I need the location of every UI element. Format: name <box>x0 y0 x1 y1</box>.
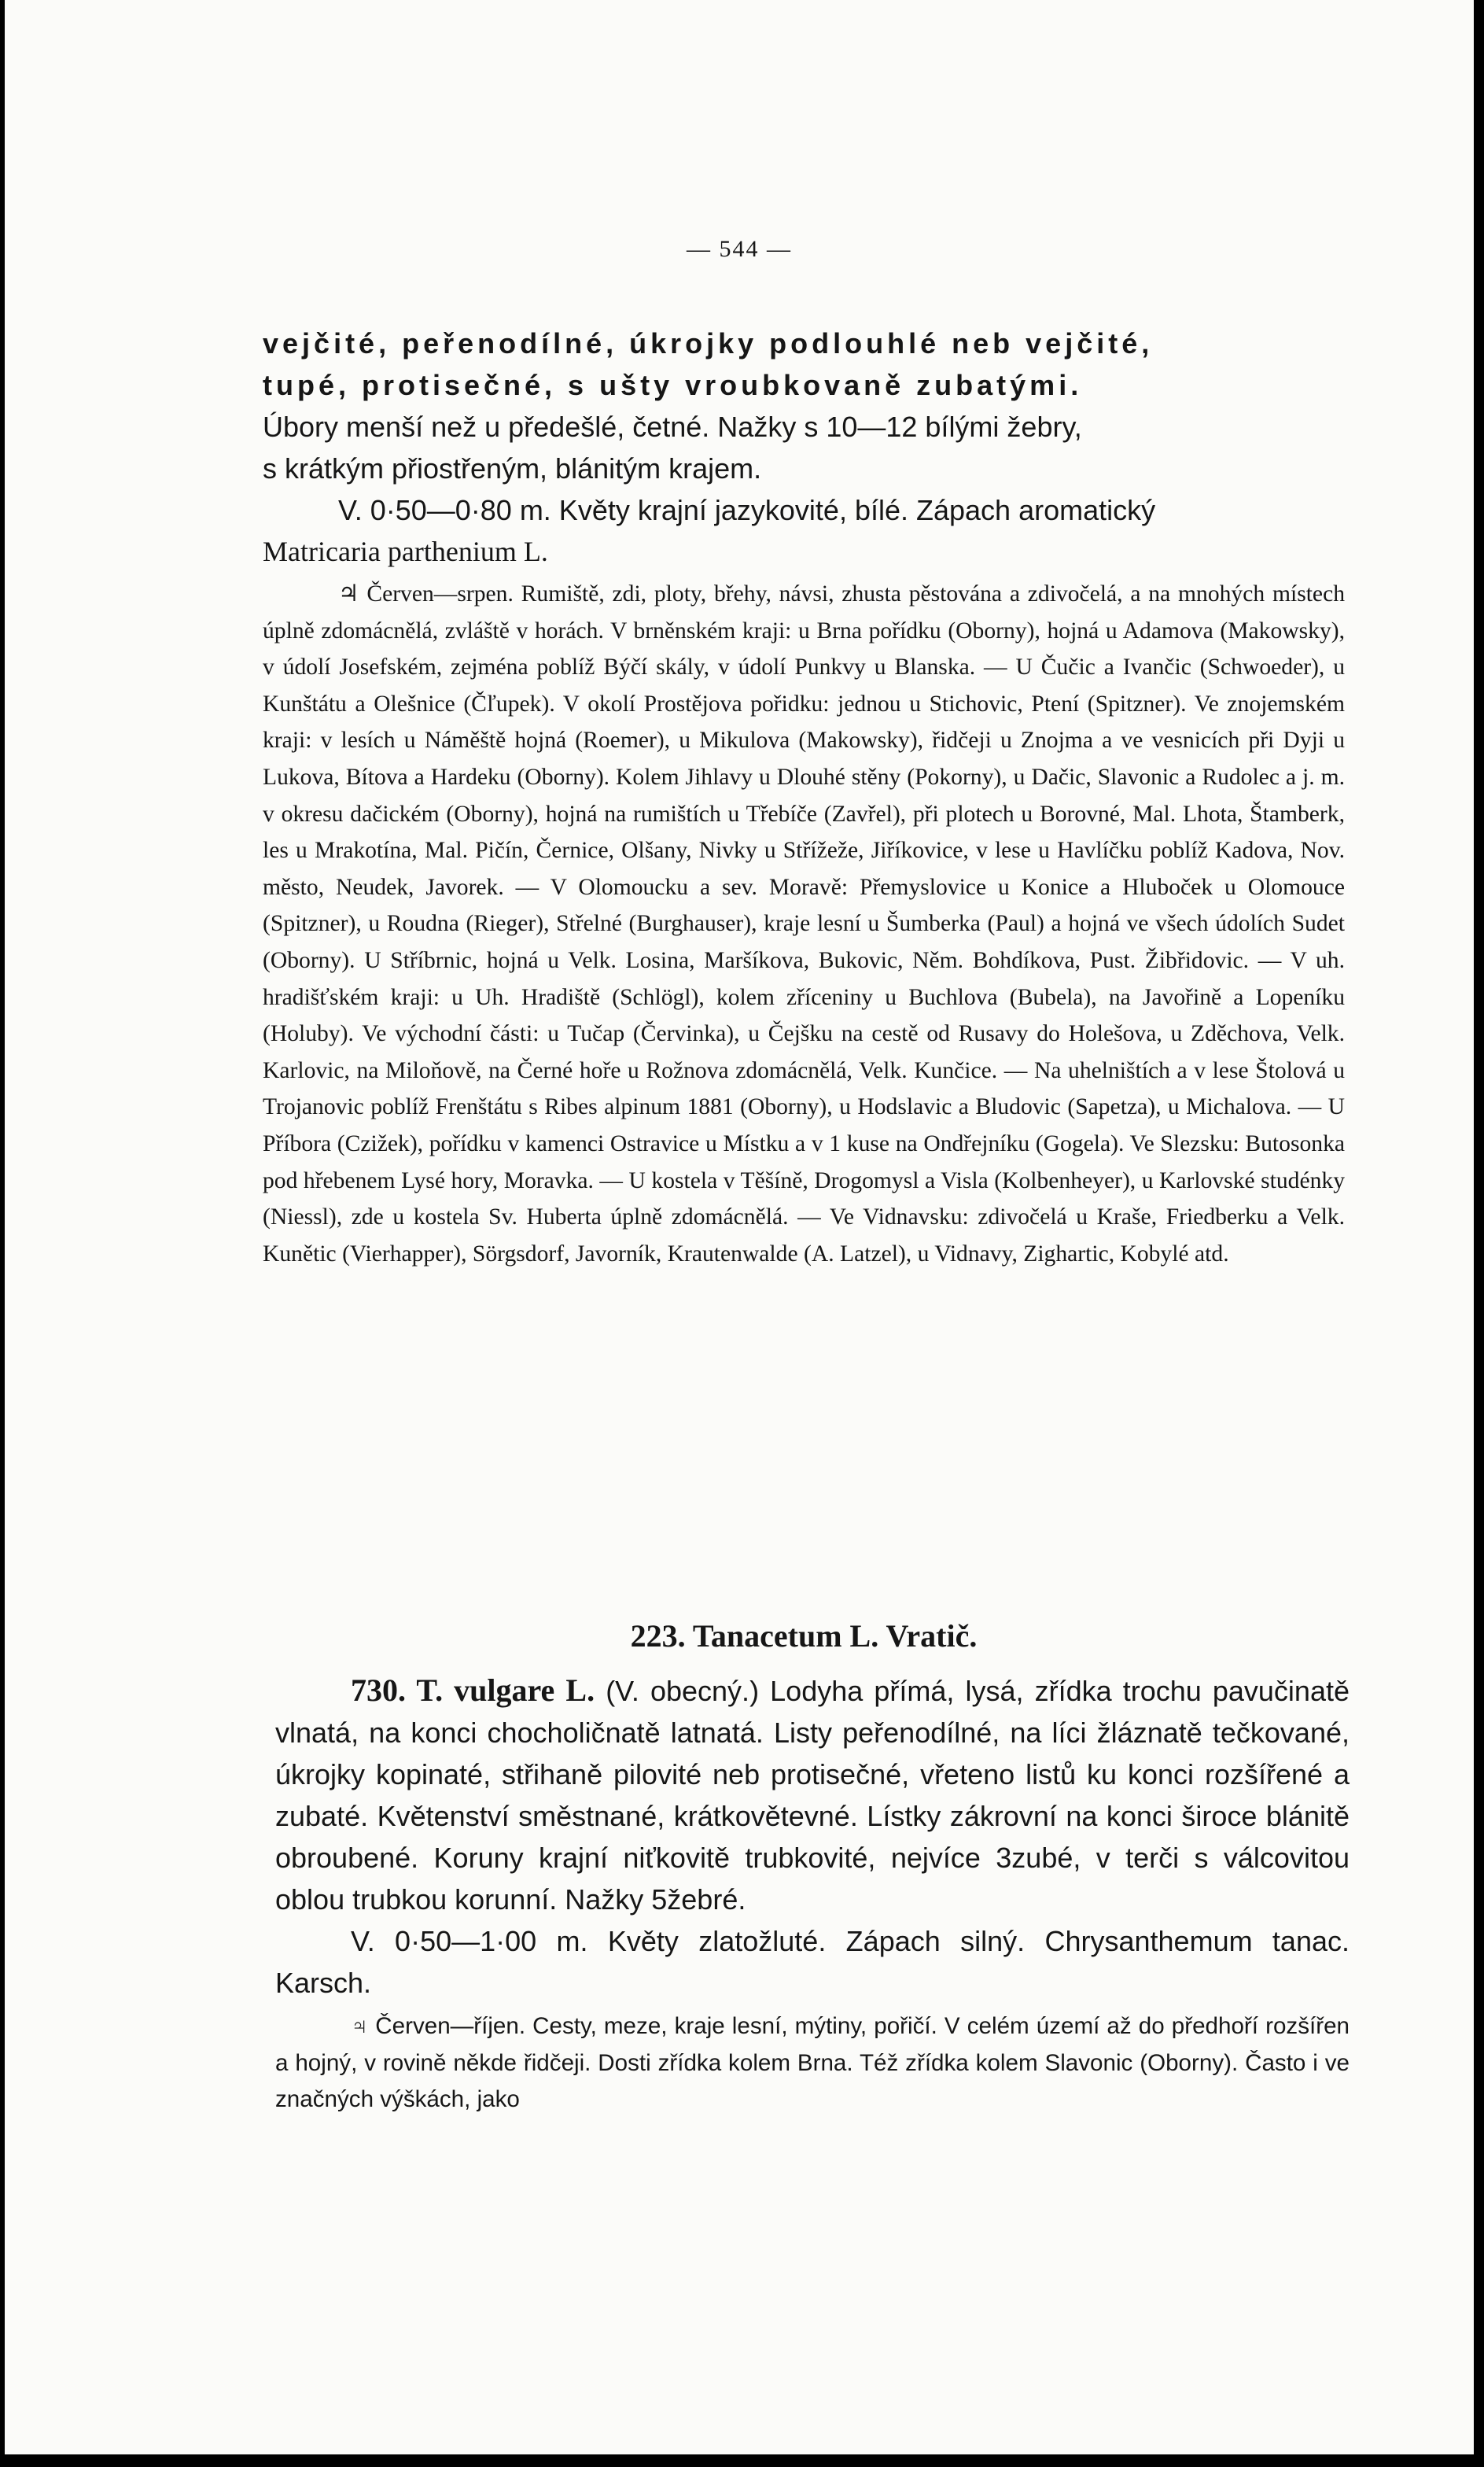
species-description <box>275 1669 1350 1920</box>
description-line-1: vejčité, peřenodílné, úkrojky podlouhlé neb vejčité, <box>263 327 1154 360</box>
species-common-name: (V. obecný.) <box>606 1675 760 1707</box>
distribution-paragraph: ♃ Červen—srpen. Rumiště, zdi, ploty, břehy, návsi, zhusta pěstována a zdivočelá, a na mnohých místech úplně zdomácnělá, zvláště v horách. V brněnském kraji: u Brna pořídku (Oborny), hojná u Adamova (Makowsky), v údolí Josefském, zejména poblíž Býčí skály, v údolí Punkvy u Blanska. — U Čučic a Ivančic (Schwoeder), u Kunštátu a Olešnice (Čľupek). V okolí Prostějova pořidku: jednou u Stichovic, Ptení (Spitzner). Ve znojemském kraji: v lesích u Náměště hojná (Roemer), u Mikulova (Makowsky), řidčeji u Znojma a ve vesnicích při Dyji u Lukova, Bítova a Hardeku (Oborny). Kolem Jihlavy u Dlouhé stěny (Pokorny), u Dačic, Slavonic a Rudolec a j. m. v okresu dačickém (Oborny), hojná na rumištích u Třebíče (Zavřel), při plotech u Borovné, Mal. Lhota, Štamberk, les u Mrakotína, Mal. Pičín, Černice, Olšany, Nivky u Střížeže, Jiříkovice, v lese u Havlíčku poblíž Kadova, Nov. město, Neudek, Javorek. — V Olomoucku a sev. Moravě: Přemyslovice u Konice a Hluboček u Olomouce (Spitzner), u Roudna (Rieger), Střelné (Burghauser), kraje lesní u Šumberka (Paul) a hojná ve všech údolích Sudet (Oborny). U Stříbrnic, hojná u Velk. Losina, Maršíkova, Bukovic, Něm. Bohdíkova, Pust. Žibřidovic. — V uh. hradišťském kraji: u Uh. Hradiště (Schlögl), kolem zříceniny u Buchlova (Bubela), na Javořině a Lopeníku (Holuby). Ve východní části: u Tučap (Červinka), u Čejšku na cestě od Rusavy do Holešova, u Zděchova, Velk. Karlovic, na Miloňově, na Černé hoře u Rožnova zdomácnělá, Velk. Kunčice. — Na uhelništích a v lese Štolová u Trojanovic poblíž Frenštátu s Ribes alpinum 1881 (Oborny), u Hodslavic a Bludovic (Sapetza), u Michalova. — U Příbora (Czižek), pořídku v kamenci Ostravice u Místku a v 1 kuse na Ondřejníku (Gogela). Ve Slezsku: Butosonka pod hřebenem Lysé hory, Moravka. — U kostela v Těšíně, Drogomysl a Visla (Kolbenheyer), u Karlovské studénky (Niessl), zde u kostela Sv. Huberta úplně zdomácnělá. — Ve Vidnavsku: zdivočelá u Kraše, Friedberku a Velk. Kunětic (Vierhapper), Sörgsdorf, Javorník, Krautenwalde (A. Latzel), u Vidnavy, Zighartic, Kobylé atd. <box>263 581 1345 1267</box>
genus-heading: 223. Tanacetum L. Vratič. <box>630 1618 978 1654</box>
description-line-2: tupé, protisečné, s ušty vroubkovaně zubatými. <box>263 369 1083 401</box>
species-name: 730. T. vulgare L. <box>351 1672 595 1708</box>
species-description-text: Lodyha přímá, lysá, zřídka trochu pavučinatě vlnatá, na konci chocholičnatě latnatá. Listy peřenodílné, na líci žláznatě tečkované, úkrojky kopinaté, střihaně pilovité neb protisečné, vřeteno listů ku konci rozšířené a zubaté. Květenství směstnané, krátkovětevné. Lístky zákrovní na konci široce blánitě obroubené. Koruny krajní niťkovitě trubkovité, nejvíce 3zubé, v terči s válcovitou oblou trubkou korunní. Nažky 5žebré. <box>275 1675 1350 1916</box>
species-size-line: V. 0·50—1·00 m. Květy zlatožluté. Zápach silný. Chrysanthemum tanac. Karsch. <box>275 1925 1350 1999</box>
species-distribution: ♃ Červen—říjen. Cesty, meze, kraje lesní, mýtiny, pořičí. V celém území až do předhoří rozšířen a hojný, v rovině někde řidčeji. Dosti zřídka kolem Brna. Též zřídka kolem Slavonic (Oborny). Často i ve značných výškách, jako <box>275 2013 1350 2113</box>
genus-section <box>263 1614 1345 1658</box>
species-entry <box>275 1669 1350 2119</box>
size-line: V. 0·50—0·80 m. Květy krajní jazykovité, bílé. Zápach aromatický <box>338 494 1156 526</box>
description-line-4: s krátkým přiostřeným, blánitým krajem. <box>263 452 762 485</box>
synonym-line: Matricaria parthenium L. <box>263 536 548 567</box>
description-line-3: Úbory menší než u předešlé, četné. Nažky s 10—12 bílými žebry, <box>263 411 1082 443</box>
page-number: — 544 — <box>687 236 792 262</box>
previous-species-text <box>263 323 1345 1272</box>
document-page <box>5 0 1474 2454</box>
